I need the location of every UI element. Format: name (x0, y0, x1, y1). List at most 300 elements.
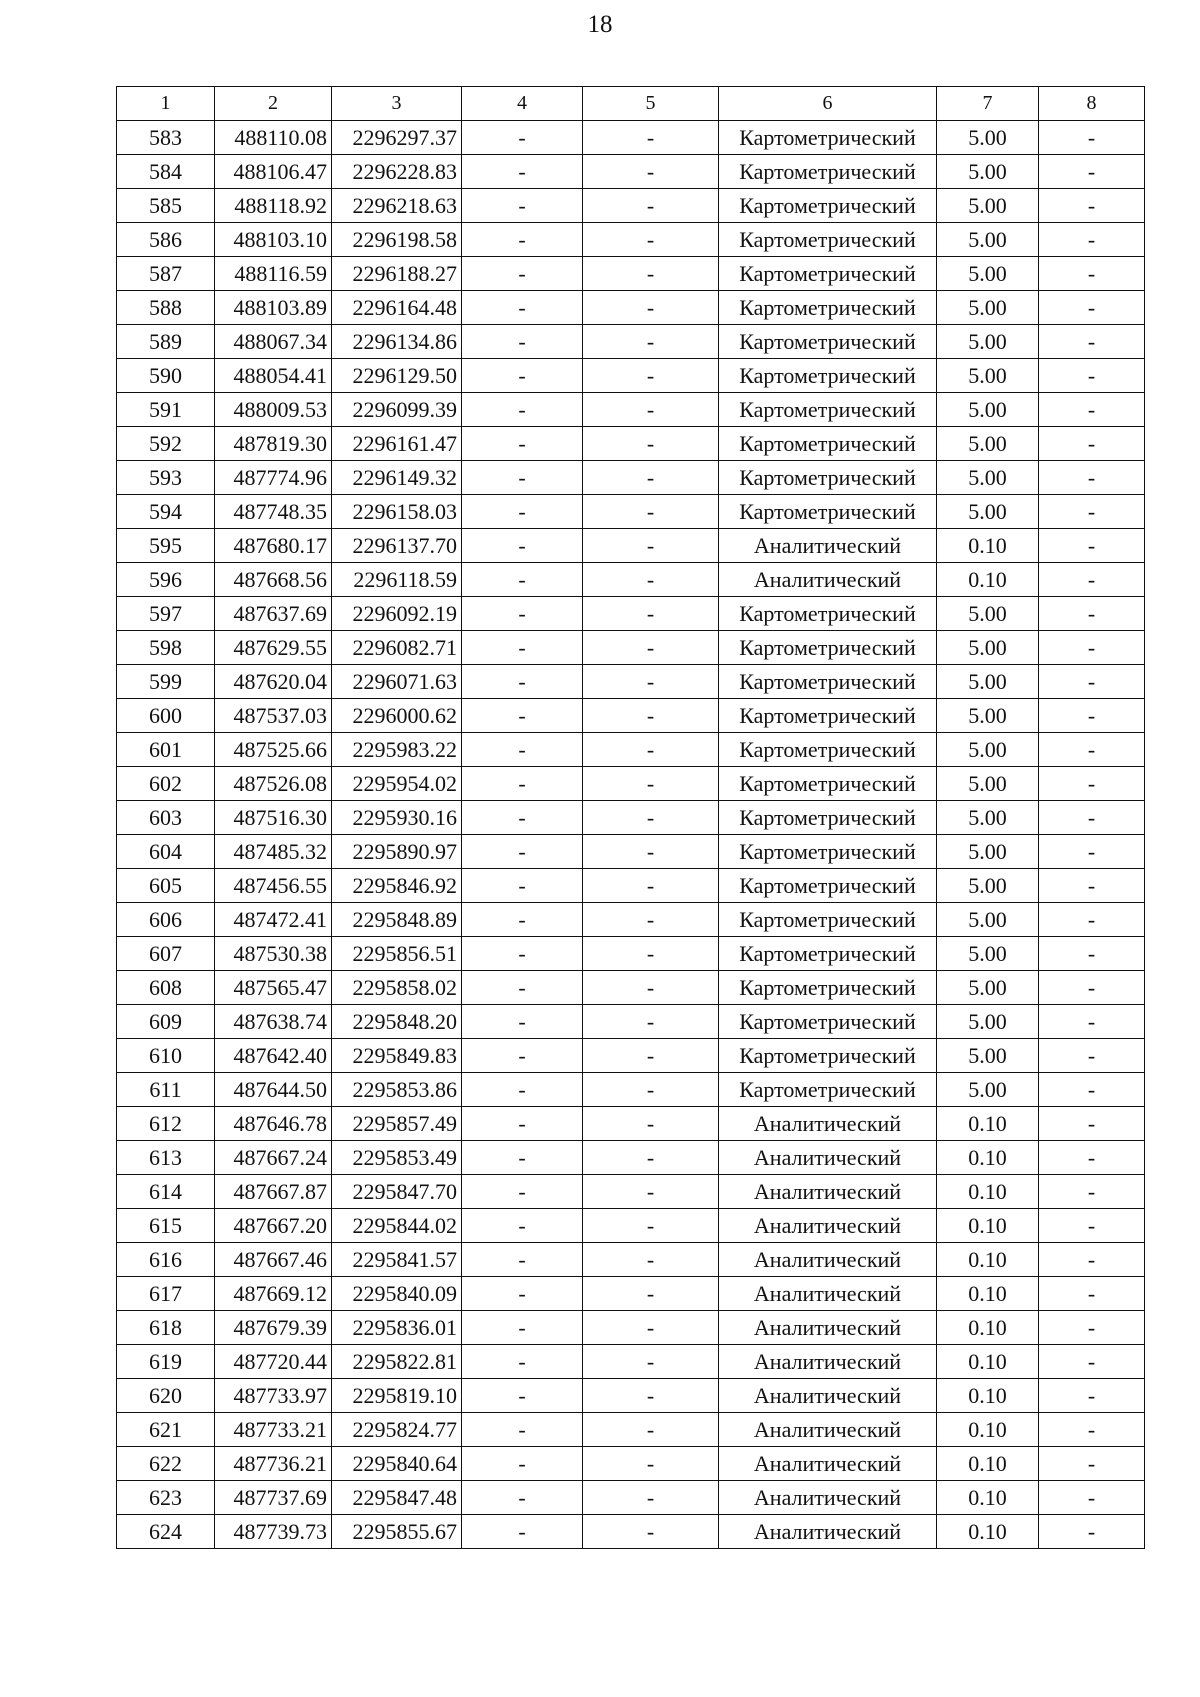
table-cell: 2295983.22 (332, 733, 462, 767)
table-cell: 2295849.83 (332, 1039, 462, 1073)
table-row (117, 563, 1145, 597)
table-cell: 2296188.27 (332, 257, 462, 291)
table-cell: - (1039, 121, 1145, 155)
table-cell: 0.10 (937, 1243, 1039, 1277)
table-cell: 488116.59 (215, 257, 332, 291)
table-row (117, 1175, 1145, 1209)
table-cell: - (462, 529, 583, 563)
table-cell: - (583, 1039, 719, 1073)
table-cell: 487646.78 (215, 1107, 332, 1141)
table-cell: - (462, 971, 583, 1005)
table-cell: Картометрический (719, 325, 937, 359)
table-cell: 0.10 (937, 1175, 1039, 1209)
table-cell: - (462, 359, 583, 393)
table-cell: Картометрический (719, 801, 937, 835)
table-cell: - (1039, 393, 1145, 427)
table-cell: 599 (117, 665, 215, 699)
table-row (117, 937, 1145, 971)
table-cell: - (1039, 767, 1145, 801)
table-cell: 487739.73 (215, 1515, 332, 1549)
table-cell: Аналитический (719, 1141, 937, 1175)
table-cell: 487679.39 (215, 1311, 332, 1345)
table-cell: 591 (117, 393, 215, 427)
table-cell: - (583, 699, 719, 733)
table-cell: 488067.34 (215, 325, 332, 359)
table-cell: 2295819.10 (332, 1379, 462, 1413)
table-cell: 487667.24 (215, 1141, 332, 1175)
table-cell: 488054.41 (215, 359, 332, 393)
table-cell: - (462, 937, 583, 971)
table-cell: 487667.20 (215, 1209, 332, 1243)
table-cell: - (583, 495, 719, 529)
table-row (117, 903, 1145, 937)
table-cell: 2296129.50 (332, 359, 462, 393)
table-cell: 2296118.59 (332, 563, 462, 597)
table-cell: 2296198.58 (332, 223, 462, 257)
table-cell: 2296164.48 (332, 291, 462, 325)
table-row (117, 1413, 1145, 1447)
table-cell: 5.00 (937, 257, 1039, 291)
table-cell: - (462, 325, 583, 359)
table-cell: 620 (117, 1379, 215, 1413)
table-cell: 487526.08 (215, 767, 332, 801)
table-row (117, 733, 1145, 767)
table-cell: 5.00 (937, 665, 1039, 699)
table-cell: Аналитический (719, 563, 937, 597)
table-cell: - (1039, 1379, 1145, 1413)
table-row (117, 427, 1145, 461)
table-cell: 2296134.86 (332, 325, 462, 359)
table-cell: - (583, 835, 719, 869)
table-cell: - (1039, 1107, 1145, 1141)
table-cell: - (1039, 1175, 1145, 1209)
table-cell: - (583, 461, 719, 495)
table-row (117, 1345, 1145, 1379)
table-cell: 588 (117, 291, 215, 325)
table-cell: - (462, 1175, 583, 1209)
table-cell: - (462, 665, 583, 699)
table-cell: - (462, 767, 583, 801)
table-cell: Аналитический (719, 1175, 937, 1209)
table-cell: - (583, 1413, 719, 1447)
table-cell: - (1039, 359, 1145, 393)
table-cell: 593 (117, 461, 215, 495)
table-cell: Картометрический (719, 427, 937, 461)
table-cell: 618 (117, 1311, 215, 1345)
table-cell: 2296297.37 (332, 121, 462, 155)
table-cell: - (583, 257, 719, 291)
table-cell: - (1039, 699, 1145, 733)
table-cell: - (462, 495, 583, 529)
table-cell: - (462, 1379, 583, 1413)
table-cell: - (462, 1413, 583, 1447)
table-cell: Картометрический (719, 699, 937, 733)
table-cell: - (462, 1073, 583, 1107)
table-cell: - (462, 1209, 583, 1243)
table-row (117, 495, 1145, 529)
table-cell: - (462, 121, 583, 155)
table-cell: 597 (117, 597, 215, 631)
table-cell: Картометрический (719, 1005, 937, 1039)
table-cell: 487537.03 (215, 699, 332, 733)
table-cell: 5.00 (937, 767, 1039, 801)
column-header: 6 (719, 87, 937, 121)
table-cell: 624 (117, 1515, 215, 1549)
table-cell: Аналитический (719, 529, 937, 563)
table-cell: 616 (117, 1243, 215, 1277)
table-cell: 5.00 (937, 903, 1039, 937)
table-row (117, 869, 1145, 903)
table-row (117, 1141, 1145, 1175)
table-cell: 604 (117, 835, 215, 869)
table-cell: 2296161.47 (332, 427, 462, 461)
table-cell: - (462, 223, 583, 257)
table-cell: - (583, 189, 719, 223)
column-header: 5 (583, 87, 719, 121)
table-cell: - (462, 699, 583, 733)
table-row (117, 1039, 1145, 1073)
table-cell: 0.10 (937, 1379, 1039, 1413)
table-cell: 487644.50 (215, 1073, 332, 1107)
table-cell: 613 (117, 1141, 215, 1175)
table-cell: - (1039, 1073, 1145, 1107)
table-cell: 5.00 (937, 733, 1039, 767)
table-cell: Картометрический (719, 903, 937, 937)
table-cell: 0.10 (937, 1277, 1039, 1311)
table-cell: - (462, 631, 583, 665)
column-header: 7 (937, 87, 1039, 121)
table-cell: 2295853.49 (332, 1141, 462, 1175)
table-cell: 487620.04 (215, 665, 332, 699)
table-cell: - (462, 1311, 583, 1345)
table-cell: 488103.89 (215, 291, 332, 325)
table-cell: 488110.08 (215, 121, 332, 155)
table-cell: - (583, 971, 719, 1005)
table-cell: 612 (117, 1107, 215, 1141)
table-cell: 487668.56 (215, 563, 332, 597)
table-cell: 2295954.02 (332, 767, 462, 801)
table-cell: - (583, 1175, 719, 1209)
table-cell: - (462, 461, 583, 495)
table-cell: - (583, 529, 719, 563)
table-cell: 2295855.67 (332, 1515, 462, 1549)
table-cell: 2296218.63 (332, 189, 462, 223)
table-cell: 487774.96 (215, 461, 332, 495)
table-cell: 2295847.70 (332, 1175, 462, 1209)
table-cell: 487525.66 (215, 733, 332, 767)
table-cell: Аналитический (719, 1277, 937, 1311)
table-cell: 488009.53 (215, 393, 332, 427)
table-cell: - (462, 733, 583, 767)
table-cell: 617 (117, 1277, 215, 1311)
table-cell: 2295848.20 (332, 1005, 462, 1039)
table-cell: 619 (117, 1345, 215, 1379)
table-cell: 594 (117, 495, 215, 529)
table-cell: - (1039, 1481, 1145, 1515)
table-cell: - (1039, 1243, 1145, 1277)
table-cell: 0.10 (937, 1311, 1039, 1345)
table-row (117, 767, 1145, 801)
table-cell: - (583, 427, 719, 461)
table-cell: 5.00 (937, 121, 1039, 155)
table-cell: 487680.17 (215, 529, 332, 563)
table-cell: - (1039, 597, 1145, 631)
table-cell: 487737.69 (215, 1481, 332, 1515)
table-cell: Картометрический (719, 1039, 937, 1073)
table-cell: Аналитический (719, 1515, 937, 1549)
table-cell: 2295857.49 (332, 1107, 462, 1141)
table-cell: 605 (117, 869, 215, 903)
table-cell: Аналитический (719, 1311, 937, 1345)
table-cell: 487485.32 (215, 835, 332, 869)
table-cell: 5.00 (937, 699, 1039, 733)
table-cell: Картометрический (719, 767, 937, 801)
table-cell: - (462, 1039, 583, 1073)
table-row (117, 189, 1145, 223)
table-cell: - (583, 155, 719, 189)
table-cell: 488103.10 (215, 223, 332, 257)
table-cell: - (583, 869, 719, 903)
table-cell: 487667.46 (215, 1243, 332, 1277)
table-cell: 598 (117, 631, 215, 665)
table-cell: 2296228.83 (332, 155, 462, 189)
table-cell: - (1039, 869, 1145, 903)
table-cell: - (462, 1005, 583, 1039)
table-row (117, 1481, 1145, 1515)
table-cell: 5.00 (937, 801, 1039, 835)
table-cell: 5.00 (937, 461, 1039, 495)
table-cell: 2295858.02 (332, 971, 462, 1005)
table-cell: - (583, 1515, 719, 1549)
table-cell: 602 (117, 767, 215, 801)
table-cell: Аналитический (719, 1107, 937, 1141)
table-row (117, 1073, 1145, 1107)
table-row (117, 699, 1145, 733)
table-cell: - (583, 1379, 719, 1413)
table-cell: - (1039, 325, 1145, 359)
table-cell: - (1039, 427, 1145, 461)
table-cell: 622 (117, 1447, 215, 1481)
table-cell: 584 (117, 155, 215, 189)
table-cell: - (583, 597, 719, 631)
column-header: 2 (215, 87, 332, 121)
table-cell: Аналитический (719, 1481, 937, 1515)
table-cell: - (1039, 1345, 1145, 1379)
table-cell: Картометрический (719, 1073, 937, 1107)
table-cell: 2295848.89 (332, 903, 462, 937)
table-cell: 2295824.77 (332, 1413, 462, 1447)
table-cell: 607 (117, 937, 215, 971)
table-row (117, 665, 1145, 699)
table-cell: - (583, 1073, 719, 1107)
table-cell: - (583, 325, 719, 359)
table-cell: 601 (117, 733, 215, 767)
table-cell: 487819.30 (215, 427, 332, 461)
table-cell: 5.00 (937, 325, 1039, 359)
table-row (117, 1277, 1145, 1311)
table-cell: 0.10 (937, 1413, 1039, 1447)
table-cell: 2296158.03 (332, 495, 462, 529)
table-row (117, 1107, 1145, 1141)
table-row (117, 325, 1145, 359)
table-cell: 5.00 (937, 597, 1039, 631)
table-cell: - (1039, 903, 1145, 937)
table-cell: 487516.30 (215, 801, 332, 835)
table-cell: 615 (117, 1209, 215, 1243)
table-cell: 603 (117, 801, 215, 835)
table-row (117, 121, 1145, 155)
table-row (117, 1379, 1145, 1413)
table-cell: - (583, 767, 719, 801)
table-cell: 0.10 (937, 529, 1039, 563)
table-row (117, 1005, 1145, 1039)
page-number: 18 (587, 11, 613, 38)
table-cell: 2295836.01 (332, 1311, 462, 1345)
table-cell: - (462, 155, 583, 189)
table-cell: - (462, 1107, 583, 1141)
table-cell: 5.00 (937, 631, 1039, 665)
table-cell: - (1039, 665, 1145, 699)
column-header: 4 (462, 87, 583, 121)
table-cell: - (462, 291, 583, 325)
table-cell: 0.10 (937, 1515, 1039, 1549)
table-cell: Картометрический (719, 631, 937, 665)
table-cell: Аналитический (719, 1243, 937, 1277)
table-cell: - (583, 563, 719, 597)
table-cell: - (1039, 631, 1145, 665)
table-cell: Картометрический (719, 869, 937, 903)
table-cell: 487733.21 (215, 1413, 332, 1447)
table-cell: - (1039, 529, 1145, 563)
table-cell: 621 (117, 1413, 215, 1447)
table-cell: - (462, 597, 583, 631)
table-cell: - (462, 393, 583, 427)
table-cell: - (462, 563, 583, 597)
table-row (117, 529, 1145, 563)
table-cell: - (1039, 801, 1145, 835)
table-cell: - (462, 869, 583, 903)
table-cell: 5.00 (937, 495, 1039, 529)
table-cell: 589 (117, 325, 215, 359)
table-cell: Картометрический (719, 733, 937, 767)
table-cell: - (1039, 461, 1145, 495)
table-cell: 2296149.32 (332, 461, 462, 495)
table-cell: - (1039, 563, 1145, 597)
table-cell: Аналитический (719, 1413, 937, 1447)
table-cell: - (583, 665, 719, 699)
table-cell: 2296000.62 (332, 699, 462, 733)
table-cell: 0.10 (937, 1141, 1039, 1175)
table-row (117, 1243, 1145, 1277)
table-row (117, 359, 1145, 393)
column-header: 8 (1039, 87, 1145, 121)
table-cell: - (583, 801, 719, 835)
table-cell: Картометрический (719, 189, 937, 223)
table-row (117, 393, 1145, 427)
table-cell: 596 (117, 563, 215, 597)
table-row (117, 597, 1145, 631)
table-cell: 487456.55 (215, 869, 332, 903)
table-cell: - (583, 1447, 719, 1481)
table-cell: - (583, 1209, 719, 1243)
table-cell: 590 (117, 359, 215, 393)
table-cell: - (1039, 1447, 1145, 1481)
table-cell: - (462, 1345, 583, 1379)
table-row (117, 801, 1145, 835)
table-cell: - (583, 1481, 719, 1515)
table-cell: 0.10 (937, 1345, 1039, 1379)
table-cell: - (583, 359, 719, 393)
table-cell: Аналитический (719, 1345, 937, 1379)
table-cell: Аналитический (719, 1447, 937, 1481)
coordinates-table (116, 86, 1145, 1549)
table-row (117, 155, 1145, 189)
table-cell: 2296071.63 (332, 665, 462, 699)
table-cell: 487565.47 (215, 971, 332, 1005)
table-cell: 0.10 (937, 1209, 1039, 1243)
table-cell: - (583, 903, 719, 937)
table-cell: Аналитический (719, 1379, 937, 1413)
table-row (117, 835, 1145, 869)
table-cell: 5.00 (937, 937, 1039, 971)
table-cell: Картометрический (719, 461, 937, 495)
table-cell: 2295930.16 (332, 801, 462, 835)
table-cell: 611 (117, 1073, 215, 1107)
table-cell: 614 (117, 1175, 215, 1209)
table-cell: Картометрический (719, 223, 937, 257)
table-cell: 5.00 (937, 427, 1039, 461)
table-cell: - (583, 223, 719, 257)
table-cell: - (1039, 257, 1145, 291)
table-cell: 606 (117, 903, 215, 937)
table-cell: 2295841.57 (332, 1243, 462, 1277)
table-cell: 5.00 (937, 1073, 1039, 1107)
table-cell: - (462, 1447, 583, 1481)
table-cell: - (583, 733, 719, 767)
table-cell: - (462, 801, 583, 835)
table-cell: - (462, 1141, 583, 1175)
table-cell: - (1039, 971, 1145, 1005)
table-cell: - (583, 1277, 719, 1311)
table-cell: 610 (117, 1039, 215, 1073)
table-cell: 592 (117, 427, 215, 461)
table-cell: 5.00 (937, 155, 1039, 189)
table-cell: 5.00 (937, 835, 1039, 869)
table-cell: - (583, 1107, 719, 1141)
table-cell: 487667.87 (215, 1175, 332, 1209)
table-cell: 487720.44 (215, 1345, 332, 1379)
table-row (117, 257, 1145, 291)
table-cell: - (1039, 733, 1145, 767)
table-cell: 600 (117, 699, 215, 733)
table-cell: Картометрический (719, 291, 937, 325)
table-cell: Картометрический (719, 495, 937, 529)
table-cell: 583 (117, 121, 215, 155)
table-cell: 586 (117, 223, 215, 257)
table-cell: - (1039, 495, 1145, 529)
table-cell: 2295844.02 (332, 1209, 462, 1243)
table-cell: 487642.40 (215, 1039, 332, 1073)
table-cell: 488118.92 (215, 189, 332, 223)
table-cell: - (583, 1243, 719, 1277)
table-cell: 0.10 (937, 1447, 1039, 1481)
table-cell: 487629.55 (215, 631, 332, 665)
table-cell: - (583, 393, 719, 427)
table-cell: Картометрический (719, 359, 937, 393)
column-header: 1 (117, 87, 215, 121)
table-cell: 5.00 (937, 291, 1039, 325)
table-cell: - (583, 1345, 719, 1379)
